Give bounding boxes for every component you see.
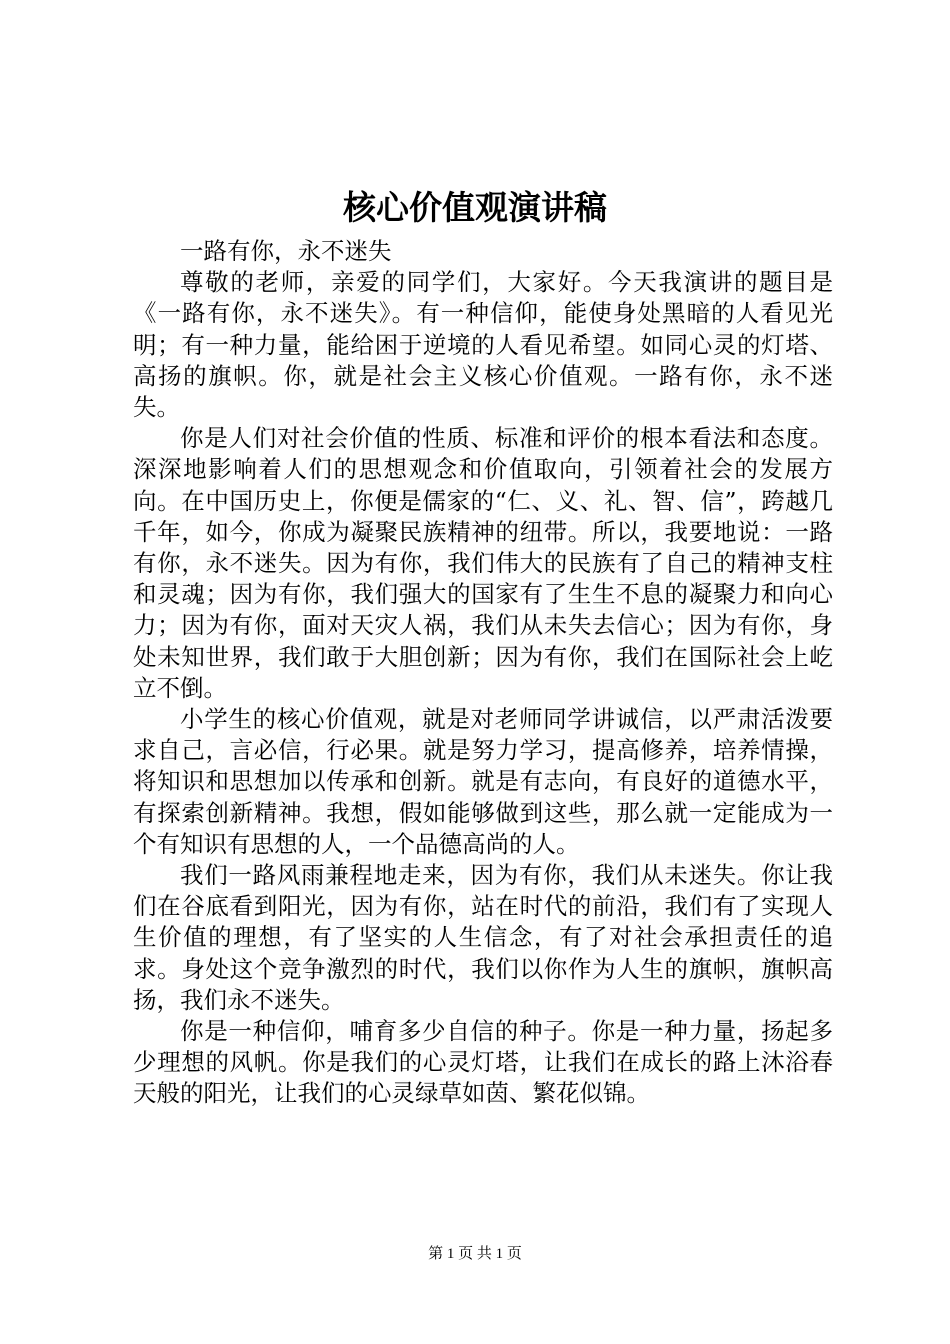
paragraph: 你是人们对社会价值的性质、标准和评价的根本看法和态度。深深地影响着人们的思想观念和价值取向，引领着社会的发展方向。在中国历史上，你便是儒家的“仁、义、礼、智、信”，跨越几千年，如今，你成为凝聚民族精神的纽带。所以，我要地说：一路有你，永不迷失。因为有你，我们伟大的民族有了自己的精神支柱和灵魂；因为有你，我们强大的国家有了生生不息的凝聚力和向心力；因为有你，面对天灾人祸，我们从未失去信心；因为有你，身处未知世界，我们敢于大胆创新；因为有你，我们在国际社会上屹立不倒。 bbox=[133, 424, 833, 702]
paragraph: 小学生的核心价值观，就是对老师同学讲诚信，以严肃活泼要求自己，言必信，行必果。就是努力学习，提高修养，培养情操，将知识和思想加以传承和创新。就是有志向，有良好的道德水平，有探索创新精神。我想，假如能够做到这些，那么就一定能成为一个有知识有思想的人，一个品德高尚的人。 bbox=[133, 705, 833, 858]
paragraph: 我们一路风雨兼程地走来，因为有你，我们从未迷失。你让我们在谷底看到阳光，因为有你，站在时代的前沿，我们有了实现人生价值的理想，有了坚实的人生信念，有了对社会承担责任的追求。身处这个竞争激烈的时代，我们以你作为人生的旗帜，旗帜高扬，我们永不迷失。 bbox=[133, 861, 833, 1014]
paragraph: 你是一种信仰，哺育多少自信的种子。你是一种力量，扬起多少理想的风帆。你是我们的心灵灯塔，让我们在成长的路上沐浴春天般的阳光，让我们的心灵绿草如茵、繁花似锦。 bbox=[133, 1017, 833, 1108]
page-footer: 第 1 页 共 1 页 bbox=[428, 1246, 522, 1262]
document-body bbox=[133, 236, 833, 1110]
paragraph-subtitle: 一路有你，永不迷失 bbox=[180, 237, 392, 265]
document-title: 核心价值观演讲稿 bbox=[343, 188, 607, 227]
paragraph: 尊敬的老师，亲爱的同学们，大家好。今天我演讲的题目是《一路有你，永不迷失》。有一种信仰，能使身处黑暗的人看见光明；有一种力量，能给困于逆境的人看见希望。如同心灵的灯塔、高扬的旗帜。你，就是社会主义核心价值观。一路有你，永不迷失。 bbox=[133, 268, 833, 422]
